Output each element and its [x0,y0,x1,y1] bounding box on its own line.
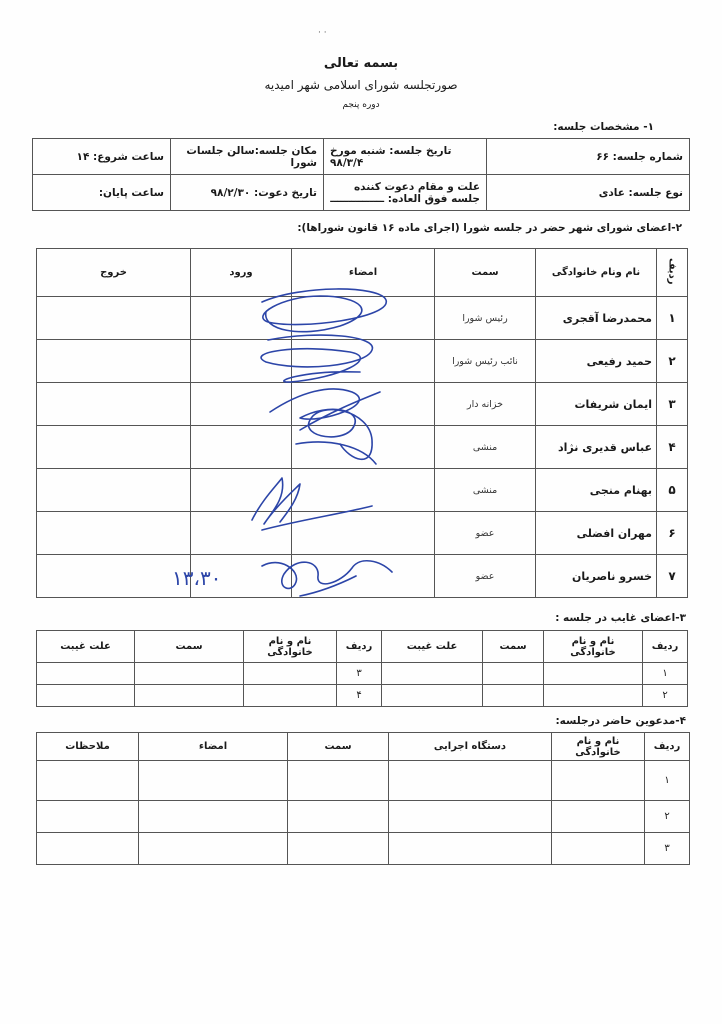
section3-title: ۳-اعضای غایب در جلسه : [555,612,686,624]
section4-title: ۴-مدعوین حاضر درجلسه: [555,715,686,727]
col-row: ردیف [657,249,688,297]
corner-mark: · · [318,28,327,38]
table-row: ۱ [37,761,690,801]
col-exit: خروج [37,249,191,297]
section1-title: ۱- مشخصات جلسه: [553,121,654,133]
col-notes: ملاحظات [37,733,139,761]
bismillah-heading: بسمه تعالی [323,56,399,71]
table-row: ۲ حمید رفیعی نائب رئیس شورا [37,340,688,383]
table-row: ۳ [37,833,690,865]
table-row: ۲ [37,801,690,833]
col-row: ردیف [643,631,688,663]
col-name: نام و نام خانوادگی [544,631,643,663]
table-row: ۷ خسرو ناصریان عضو [37,555,688,598]
table-row: ۳ ایمان شریفات خزانه دار [37,383,688,426]
table-row: ۵ بهنام منجی منشی [37,469,688,512]
meeting-place: مکان جلسه:سالن جلسات شورا [171,139,324,175]
col-signature: امضاء [292,249,435,297]
col-name: نام و نام خانوادگی [244,631,337,663]
col-absence-cause: علت غیبت [382,631,483,663]
end-time: ساعت پایان: [33,175,171,211]
document-title: صورتجلسه شورای اسلامی شهر امیدیه [264,78,458,92]
extraordinary-cause: علت و مقام دعوت کننده جلسه فوق العاده: ـــــــــــــــ [324,175,487,211]
col-org: دستگاه اجرایی [389,733,552,761]
col-role: سمت [435,249,536,297]
meeting-info-table [32,138,690,211]
invitees-table [36,732,690,865]
col-role: سمت [288,733,389,761]
invite-date: تاریخ دعوت: ۹۸/۲/۳۰ [171,175,324,211]
term-label: دوره پنجم [342,100,380,110]
col-role: سمت [135,631,244,663]
section2-title: ۲-اعضای شورای شهر حضر در جلسه شورا (اجرای ماده ۱۶ قانون شوراها): [297,222,682,234]
meeting-type: نوع جلسه: عادی [487,175,690,211]
meeting-date: تاریخ جلسه: شنبه مورخ ۹۸/۳/۴ [324,139,487,175]
table-row: ۱ ۳ [37,663,688,685]
meeting-number: شماره جلسه: ۶۶ [487,139,690,175]
handwritten-entry-time: ۱۳،۳۰ [172,566,222,590]
table-row: ۴ عباس قدیری نژاد منشی [37,426,688,469]
col-absence-cause: علت غیبت [37,631,135,663]
present-members-table [36,248,688,598]
col-name: نام ونام خانوادگی [536,249,657,297]
absent-members-table [36,630,688,707]
col-signature: امضاء [139,733,288,761]
col-name: نام و نام خانوادگی [552,733,645,761]
col-row: ردیف [337,631,382,663]
col-enter: ورود [191,249,292,297]
table-row: ۱ محمدرضا آقجری رئیس شورا [37,297,688,340]
start-time: ساعت شروع: ۱۴ [33,139,171,175]
table-row: ۶ مهران افضلی عضو [37,512,688,555]
table-row: ۲ ۴ [37,685,688,707]
col-row: ردیف [645,733,690,761]
col-role: سمت [483,631,544,663]
